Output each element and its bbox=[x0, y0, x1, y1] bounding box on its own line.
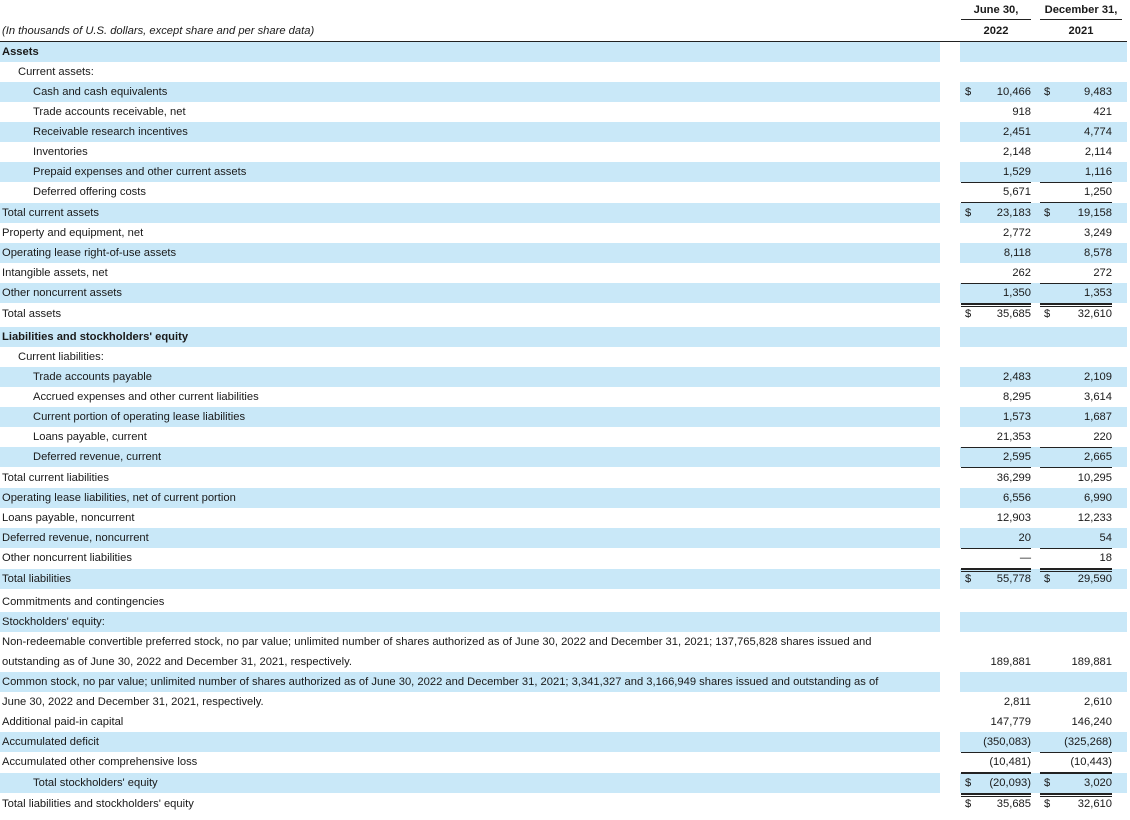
amount: 272 bbox=[1093, 267, 1112, 279]
amount: 5,671 bbox=[1003, 186, 1031, 198]
row-label: Cash and cash equivalents bbox=[33, 86, 168, 98]
table-row bbox=[0, 692, 1127, 712]
row-shade bbox=[0, 569, 940, 589]
table-row bbox=[0, 612, 1127, 632]
currency-symbol: $ bbox=[965, 207, 972, 219]
amount: 23,183 bbox=[996, 207, 1031, 219]
row-label: Accumulated other comprehensive loss bbox=[2, 756, 198, 768]
col2-header-month: December 31, bbox=[1044, 4, 1118, 16]
amount: 2,595 bbox=[1003, 451, 1031, 463]
amount: 2,665 bbox=[1084, 451, 1112, 463]
amount: 1,573 bbox=[1003, 411, 1031, 423]
currency-symbol: $ bbox=[965, 777, 972, 789]
table-row bbox=[0, 488, 1127, 508]
row-shade bbox=[0, 732, 940, 752]
row-label: Total current liabilities bbox=[2, 472, 109, 484]
amount: 421 bbox=[1093, 106, 1112, 118]
table-row bbox=[0, 794, 1127, 814]
amount: 32,610 bbox=[1077, 308, 1112, 320]
table-row bbox=[0, 508, 1127, 528]
amount: 2,610 bbox=[1084, 696, 1112, 708]
amount: 1,529 bbox=[1003, 166, 1031, 178]
row-label: Trade accounts payable bbox=[33, 371, 152, 383]
row-label: Prepaid expenses and other current assets bbox=[33, 166, 247, 178]
row-label: Assets bbox=[2, 46, 39, 58]
amount: (10,443) bbox=[1070, 756, 1112, 768]
currency-symbol: $ bbox=[1044, 777, 1051, 789]
amount: 2,148 bbox=[1003, 146, 1031, 158]
col2-header-rule bbox=[1040, 19, 1122, 20]
row-label: Total liabilities bbox=[2, 573, 72, 585]
row-label: Current liabilities: bbox=[18, 351, 104, 363]
amount: 54 bbox=[1099, 532, 1112, 544]
amount: 35,685 bbox=[996, 798, 1031, 810]
table-row bbox=[0, 712, 1127, 732]
currency-symbol: $ bbox=[965, 308, 972, 320]
amount: 21,353 bbox=[996, 431, 1031, 443]
amount: 2,114 bbox=[1084, 146, 1112, 158]
row-label: Loans payable, noncurrent bbox=[2, 512, 135, 524]
row-label: Common stock, no par value; unlimited number of shares authorized as of June 30, 2022 and December 31, 2021; 3,341,327 and 3,166,949 shares issued and outstanding as of bbox=[2, 676, 879, 688]
row-label: Trade accounts receivable, net bbox=[33, 106, 186, 118]
currency-symbol: $ bbox=[1044, 86, 1051, 98]
table-row bbox=[0, 548, 1127, 568]
amount: 9,483 bbox=[1084, 86, 1112, 98]
amount: (10,481) bbox=[989, 756, 1031, 768]
amount: 189,881 bbox=[990, 656, 1031, 668]
table-row bbox=[0, 367, 1127, 387]
row-label: Operating lease liabilities, net of current portion bbox=[2, 492, 236, 504]
row-label: Other noncurrent liabilities bbox=[2, 552, 132, 564]
amount: 1,250 bbox=[1084, 186, 1112, 198]
amount: 1,687 bbox=[1084, 411, 1112, 423]
table-row bbox=[0, 407, 1127, 427]
row-label: Additional paid-in capital bbox=[2, 716, 124, 728]
row-shade bbox=[0, 612, 940, 632]
table-row bbox=[0, 102, 1127, 122]
col1-header-year: 2022 bbox=[983, 25, 1009, 37]
amount: 35,685 bbox=[996, 308, 1031, 320]
row-shade bbox=[0, 42, 940, 62]
amount: (20,093) bbox=[989, 777, 1031, 789]
table-row bbox=[0, 304, 1127, 324]
amount: 3,614 bbox=[1084, 391, 1112, 403]
amount: 3,020 bbox=[1084, 777, 1112, 789]
currency-symbol: $ bbox=[965, 573, 972, 585]
amount: 2,109 bbox=[1084, 371, 1112, 383]
row-shade bbox=[960, 42, 1127, 62]
amount: 2,811 bbox=[1003, 696, 1031, 708]
amount: 4,774 bbox=[1084, 126, 1112, 138]
amount: — bbox=[1019, 552, 1031, 564]
currency-symbol: $ bbox=[1044, 573, 1051, 585]
currency-symbol: $ bbox=[1044, 798, 1051, 810]
table-row bbox=[0, 387, 1127, 407]
amount: 262 bbox=[1012, 267, 1031, 279]
amount: 6,990 bbox=[1084, 492, 1112, 504]
amount: 2,772 bbox=[1003, 227, 1031, 239]
row-label: Non-redeemable convertible preferred stock, no par value; unlimited number of shares authorized as of June 30, 2022 and December 31, 2021; 137,765,828 shares issued and bbox=[2, 636, 872, 648]
col2-header-year: 2021 bbox=[1068, 25, 1094, 37]
row-label: Accumulated deficit bbox=[2, 736, 100, 748]
col1-header-rule bbox=[961, 19, 1031, 20]
table-row bbox=[0, 142, 1127, 162]
row-shade bbox=[0, 203, 940, 223]
table-row bbox=[0, 182, 1127, 202]
row-label: Inventories bbox=[33, 146, 88, 158]
table-row bbox=[0, 427, 1127, 447]
row-label: Deferred offering costs bbox=[33, 186, 146, 198]
row-shade bbox=[960, 327, 1127, 347]
row-label: Operating lease right-of-use assets bbox=[2, 247, 177, 259]
amount: 1,116 bbox=[1084, 166, 1112, 178]
table-row bbox=[0, 42, 1127, 62]
amount: 2,483 bbox=[1003, 371, 1031, 383]
row-label: June 30, 2022 and December 31, 2021, respectively. bbox=[2, 696, 264, 708]
table-row bbox=[0, 263, 1127, 283]
table-row bbox=[0, 632, 1127, 652]
table-row bbox=[0, 468, 1127, 488]
row-label: Intangible assets, net bbox=[2, 267, 108, 279]
amount: 19,158 bbox=[1077, 207, 1112, 219]
amount: 8,578 bbox=[1084, 247, 1112, 259]
table-row bbox=[0, 347, 1127, 367]
table-row bbox=[0, 223, 1127, 243]
table-row bbox=[0, 569, 1127, 589]
amount: 12,903 bbox=[996, 512, 1031, 524]
amount: (350,083) bbox=[983, 736, 1031, 748]
amount: 8,118 bbox=[1003, 247, 1031, 259]
amount: 6,556 bbox=[1003, 492, 1031, 504]
amount: 12,233 bbox=[1077, 512, 1112, 524]
amount: 2,451 bbox=[1003, 126, 1031, 138]
row-label: outstanding as of June 30, 2022 and December 31, 2021, respectively. bbox=[2, 656, 352, 668]
amount: 1,350 bbox=[1003, 287, 1031, 299]
row-label: Loans payable, current bbox=[33, 431, 147, 443]
amount: 18 bbox=[1099, 552, 1112, 564]
amount: 10,295 bbox=[1077, 472, 1112, 484]
currency-symbol: $ bbox=[965, 86, 972, 98]
table-row bbox=[0, 283, 1127, 303]
table-row bbox=[0, 162, 1127, 182]
row-shade bbox=[960, 612, 1127, 632]
row-label: Total stockholders' equity bbox=[33, 777, 158, 789]
table-row bbox=[0, 447, 1127, 467]
amount: 55,778 bbox=[996, 573, 1031, 585]
amount: 1,353 bbox=[1084, 287, 1112, 299]
table-row bbox=[0, 243, 1127, 263]
amount: 10,466 bbox=[996, 86, 1031, 98]
row-label: Deferred revenue, noncurrent bbox=[2, 532, 149, 544]
table-row bbox=[0, 82, 1127, 102]
amount: 8,295 bbox=[1003, 391, 1031, 403]
row-shade bbox=[960, 672, 1127, 692]
amount: (325,268) bbox=[1064, 736, 1112, 748]
amount: 189,881 bbox=[1071, 656, 1112, 668]
row-label: Other noncurrent assets bbox=[2, 287, 123, 299]
amount: 32,610 bbox=[1077, 798, 1112, 810]
table-row bbox=[0, 203, 1127, 223]
currency-symbol: $ bbox=[1044, 207, 1051, 219]
col1-header-month: June 30, bbox=[973, 4, 1019, 16]
row-shade bbox=[0, 283, 940, 303]
table-row bbox=[0, 62, 1127, 82]
table-row bbox=[0, 327, 1127, 347]
table-row bbox=[0, 592, 1127, 612]
row-label: Deferred revenue, current bbox=[33, 451, 162, 463]
amount: 146,240 bbox=[1071, 716, 1112, 728]
amount: 918 bbox=[1012, 106, 1031, 118]
row-label: Current assets: bbox=[18, 66, 94, 78]
row-label: Stockholders' equity: bbox=[2, 616, 105, 628]
amount: 220 bbox=[1093, 431, 1112, 443]
row-label: Total assets bbox=[2, 308, 62, 320]
amount: 3,249 bbox=[1084, 227, 1112, 239]
row-label: Liabilities and stockholders' equity bbox=[2, 331, 189, 343]
row-label: Commitments and contingencies bbox=[2, 596, 165, 608]
table-row bbox=[0, 672, 1127, 692]
row-label: Property and equipment, net bbox=[2, 227, 144, 239]
row-label: Current portion of operating lease liabilities bbox=[33, 411, 246, 423]
row-label: Total current assets bbox=[2, 207, 99, 219]
table-row bbox=[0, 752, 1127, 772]
row-label: Total liabilities and stockholders' equity bbox=[2, 798, 194, 810]
amount: 20 bbox=[1018, 532, 1031, 544]
amount: 147,779 bbox=[990, 716, 1031, 728]
amount: 29,590 bbox=[1077, 573, 1112, 585]
table-row bbox=[0, 773, 1127, 793]
amount: 36,299 bbox=[996, 472, 1031, 484]
currency-symbol: $ bbox=[1044, 308, 1051, 320]
currency-symbol: $ bbox=[965, 798, 972, 810]
table-row bbox=[0, 732, 1127, 752]
table-row bbox=[0, 122, 1127, 142]
row-label: Receivable research incentives bbox=[33, 126, 188, 138]
table-row bbox=[0, 528, 1127, 548]
row-label: Accrued expenses and other current liabilities bbox=[33, 391, 259, 403]
table-row bbox=[0, 652, 1127, 672]
units-caption: (In thousands of U.S. dollars, except share and per share data) bbox=[2, 25, 315, 37]
